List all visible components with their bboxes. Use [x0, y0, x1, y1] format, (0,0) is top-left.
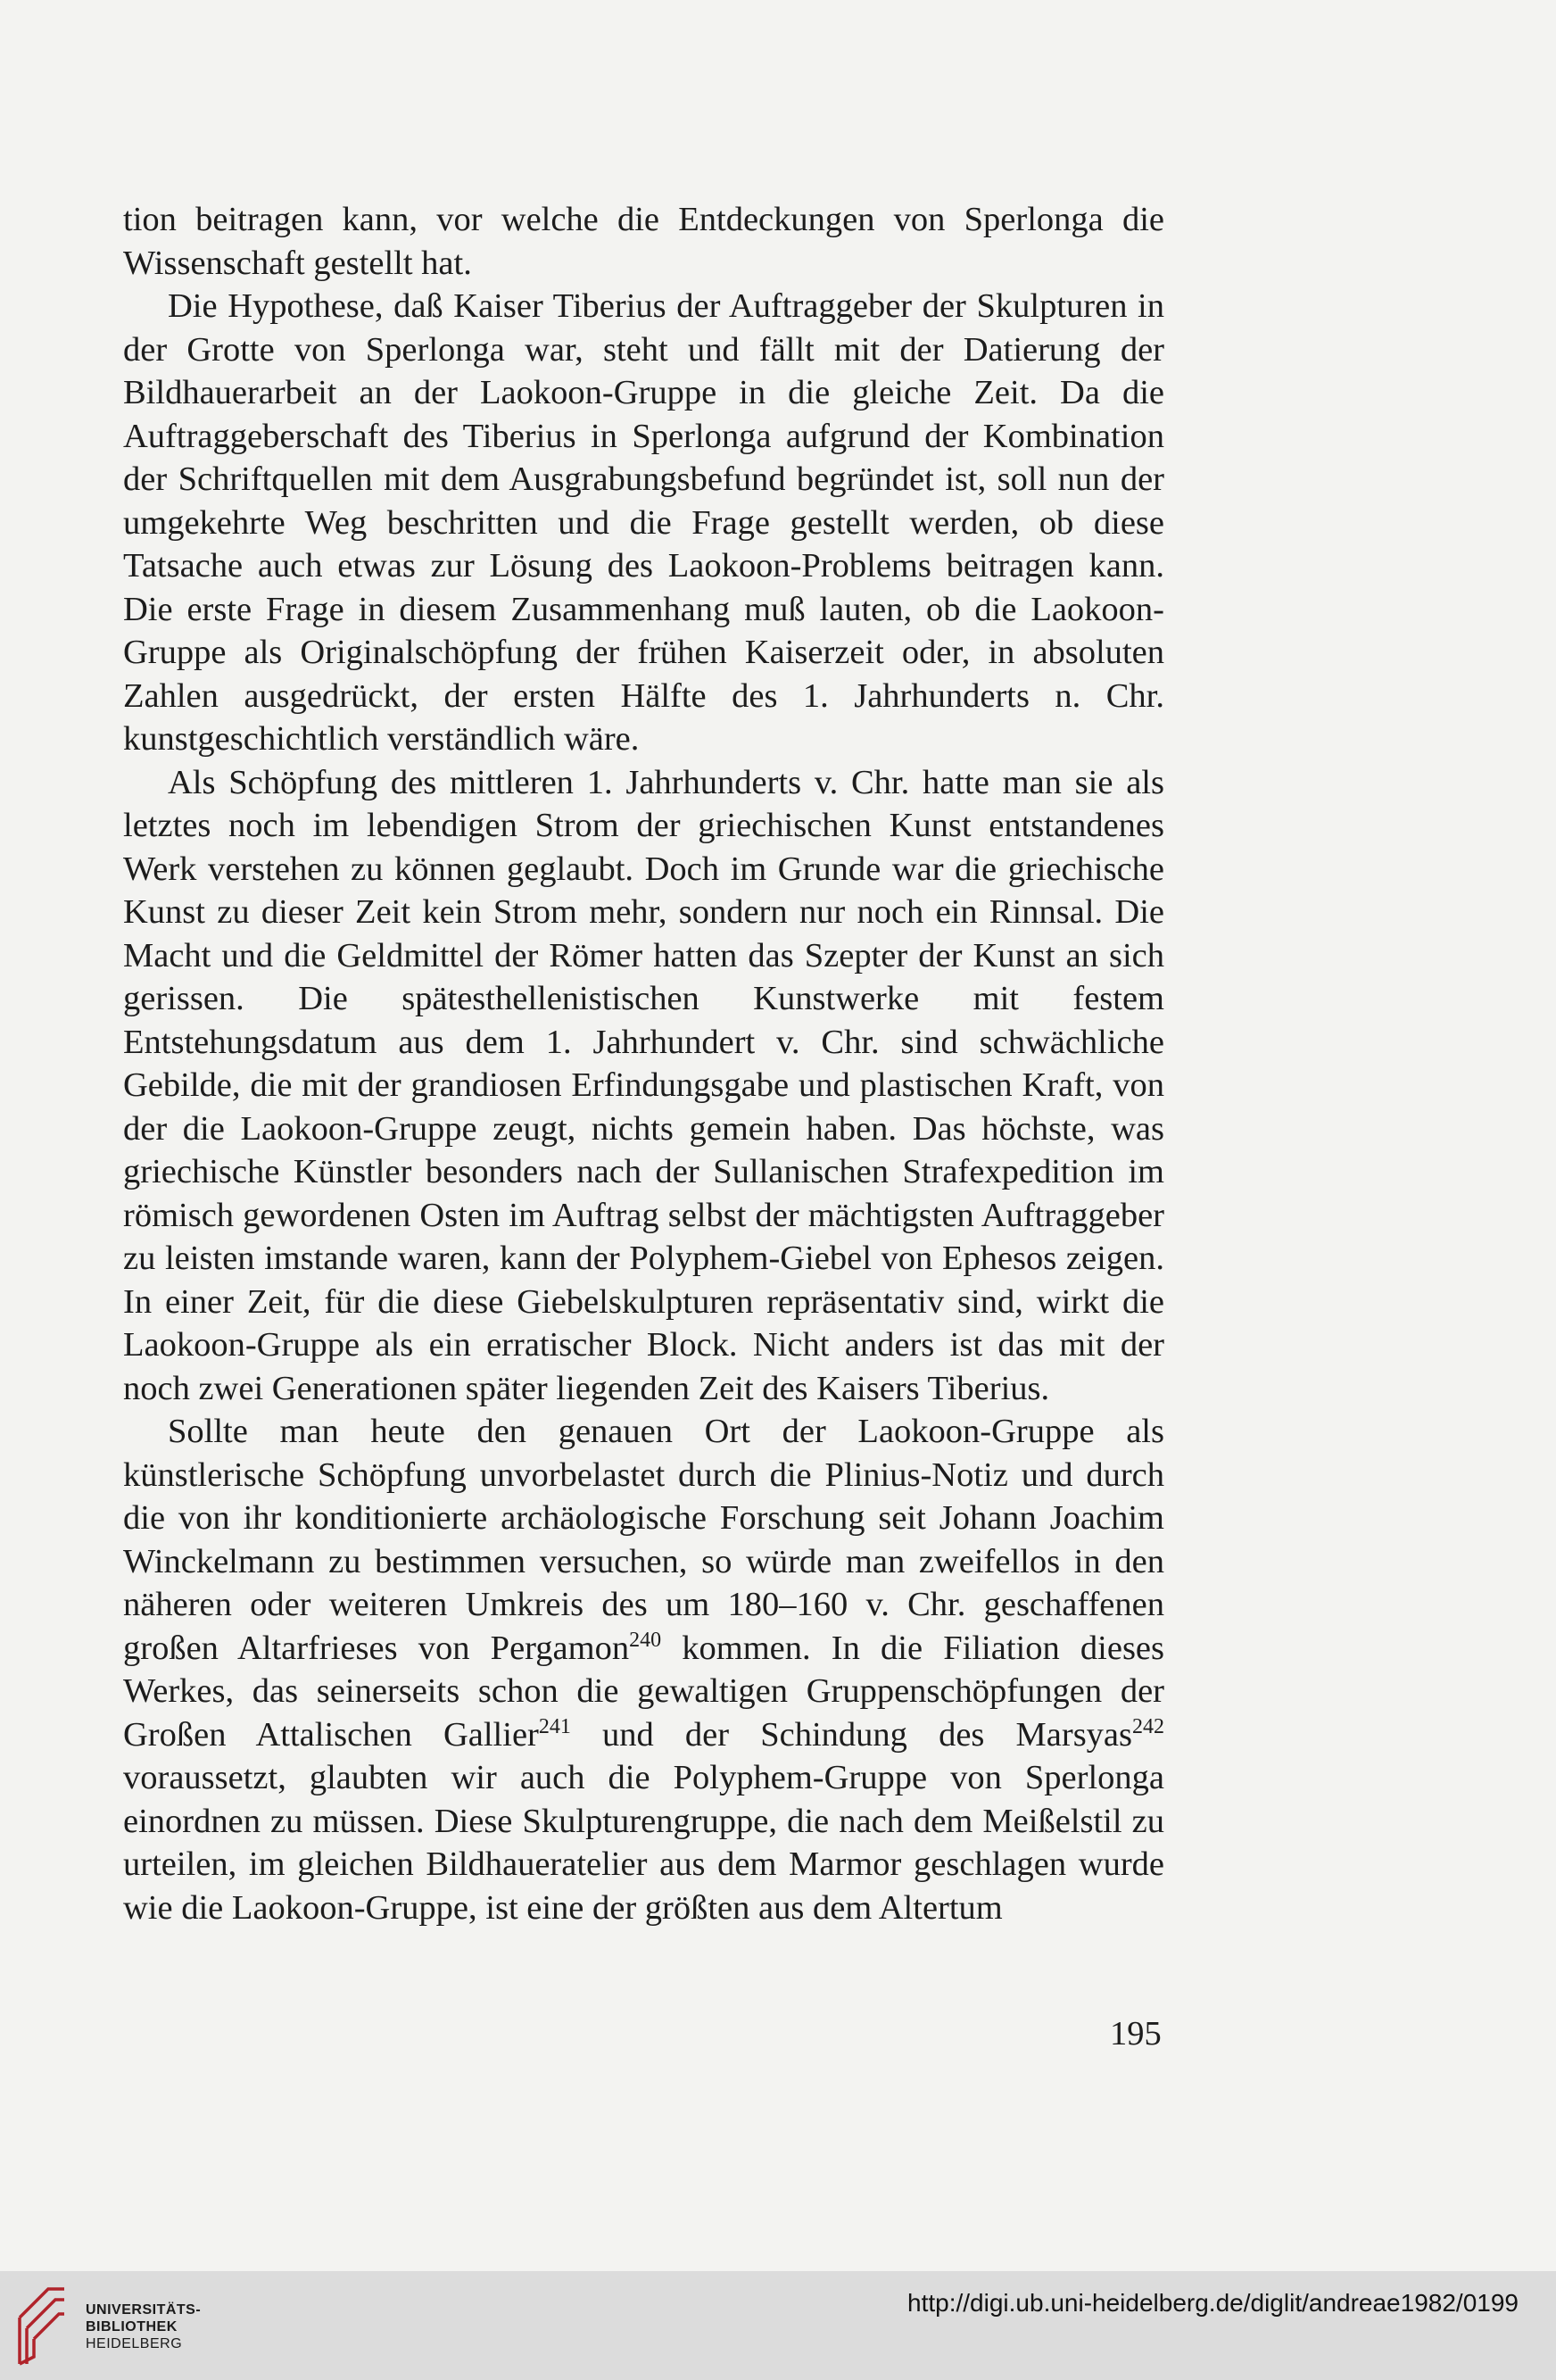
- library-name-line-1: UNIVERSITÄTS-: [86, 2302, 202, 2318]
- page-number: 195: [1110, 2015, 1162, 2052]
- paragraph-4: [123, 1410, 1164, 1929]
- footnote-ref-240: 240: [629, 1628, 662, 1652]
- paragraph-2: Die Hypothese, daß Kaiser Tiberius der Auftraggeber der Skulpturen in der Grotte von Sperlonga war, steht und fällt mit der Datierung der Bildhauerarbeit an der Laokoon-Gruppe in die gleiche Zeit. Da die Auftraggeberschaft des Tiberius in Sperlonga aufgrund der Kombination der Schriftquellen mit dem Ausgrabungsbefund begründet ist, soll nun der umgekehrte Weg beschritten und die Frage gestellt werden, ob diese Tatsache auch etwas zur Lösung des Laokoon-Problems beitragen kann. Die erste Frage in diesem Zusammenhang muß lauten, ob die Laokoon-Gruppe als Originalschöpfung der frühen Kaiserzeit oder, in absoluten Zahlen ausgedrückt, der ersten Hälfte des 1. Jahrhunderts n. Chr. kunstgeschichtlich verständlich wäre.: [123, 287, 1164, 758]
- source-url-link[interactable]: http://digi.ub.uni-heidelberg.de/diglit/andreae1982/0199: [907, 2289, 1519, 2317]
- library-name: [86, 2301, 201, 2352]
- paragraph-4-text-1: Sollte man heute den genauen Ort der Laokoon-Gruppe als künstlerische Schöpfung unvorbelastet durch die Plinius-Notiz und durch die von ihr konditionierte archäologische Forschung seit Johann Joachim Winckelmann zu bestimmen versuchen, so würde man zweifellos in den näheren oder weiteren Umkreis des um 180–160 v. Chr. geschaffenen großen Altarfrieses von Pergamon: [123, 1413, 1164, 1667]
- library-name-line-3: HEIDELBERG: [86, 2336, 183, 2351]
- paragraph-4-text-2: kommen. In die Filiation dieses Werkes, das seinerseits schon die gewaltigen Gruppenschöpfungen der Großen Attalischen Gallier: [123, 1629, 1164, 1754]
- library-name-line-2: BIBLIOTHEK: [86, 2319, 178, 2334]
- library-logo-icon: [12, 2282, 71, 2369]
- paragraph-4-text-4: voraussetzt, glaubten wir auch die Polyphem-Gruppe von Sperlonga einordnen zu müssen. Diese Skulpturengruppe, die nach dem Meißelstil zu urteilen, im gleichen Bildhaueratelier aus dem Marmor geschlagen wurde wie die Laokoon-Gruppe, ist eine der größten aus dem Altertum: [123, 1759, 1164, 1927]
- footnote-ref-242: 242: [1132, 1714, 1164, 1738]
- body-text: [123, 198, 1164, 1929]
- paragraph-1: tion beitragen kann, vor welche die Entdeckungen von Sperlonga die Wissenschaft gestellt hat.: [123, 201, 1164, 282]
- footer-bar: [0, 2271, 1556, 2380]
- paragraph-3: Als Schöpfung des mittleren 1. Jahrhunderts v. Chr. hatte man sie als letztes noch im lebendigen Strom der griechischen Kunst entstandenes Werk verstehen zu können geglaubt. Doch im Grunde war die griechische Kunst zu dieser Zeit kein Strom mehr, sondern nur noch ein Rinnsal. Die Macht und die Geldmittel der Römer hatten das Szepter der Kunst an sich gerissen. Die spätesthellenistischen Kunstwerke mit festem Entstehungsdatum aus dem 1. Jahrhundert v. Chr. sind schwächliche Gebilde, die mit der grandiosen Erfindungsgabe und plastischen Kraft, von der die Laokoon-Gruppe zeugt, nichts gemein haben. Das höchste, was griechische Künstler besonders nach der Sullanischen Strafexpedition im römisch gewordenen Osten im Auftrag selbst der mächtigsten Auftraggeber zu leisten imstande waren, kann der Polyphem-Giebel von Ephesos zeigen. In einer Zeit, für die diese Giebelskulpturen repräsentativ sind, wirkt die Laokoon-Gruppe als ein erratischer Block. Nicht anders ist das mit der noch zwei Generationen später liegenden Zeit des Kaisers Tiberius.: [123, 763, 1164, 1407]
- paragraph-4-text-3: und der Schindung des Marsyas: [570, 1715, 1132, 1754]
- footnote-ref-241: 241: [538, 1714, 571, 1738]
